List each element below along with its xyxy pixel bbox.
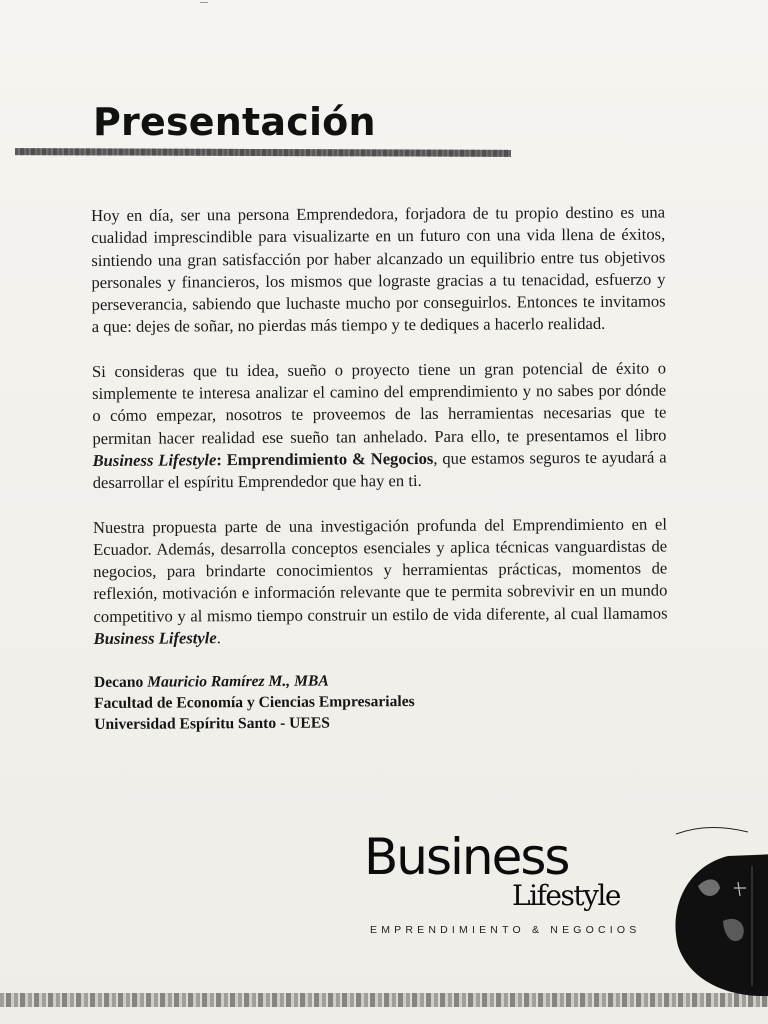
logo-word-lifestyle: Lifestyle bbox=[512, 879, 620, 912]
signature-role: Decano bbox=[93, 674, 144, 692]
signature-faculty: Facultad de Economía y Ciencias Empresariales bbox=[93, 693, 415, 713]
page-title: Presentación bbox=[93, 100, 376, 144]
paragraph-3-text-start: Nuestra propuesta parte de una investigación profunda del Emprendimiento en el Ecuador. Además, desarrolla conceptos esenciales y aplica técnicas vanguardistas de negocios, para brindarte conocimientos y herramientas prácticas, momentos de reflexión, motivación e información relevante que te permita sobrevivir en un mundo competitivo y al mismo tiempo construir un estilo de vida diferente, al cual llamamos bbox=[92, 514, 668, 626]
paragraph-3 bbox=[93, 513, 668, 650]
brand-name: Business Lifestyle bbox=[93, 628, 217, 649]
paragraph-2 bbox=[92, 357, 667, 494]
paragraph-3-text-end: . bbox=[216, 628, 221, 648]
logo-word-business: Business bbox=[364, 828, 569, 886]
book-title: Business Lifestyle bbox=[92, 450, 217, 470]
paragraph-1: Hoy en día, ser una persona Emprendedora, forjadora de tu propio destino es una cualidad imprescindible para visualizarte en un futuro con una vida llena de éxitos, sintiendo una gran satisfacción por haber alcanzado un equilibrio entre tus objetivos personales y financieros, los mismos que lograste gracias a tu tenacidad, esfuerzo y perseverancia, sabiendo que luchaste mucho por conseguirlos. Entonces te invitamos a que: dejes de soñar, no pierdas más tiempo y te dediques a hacerlo realidad. bbox=[91, 202, 666, 337]
body-text bbox=[91, 201, 668, 735]
globe-illustration bbox=[668, 826, 768, 996]
book-subtitle: : Emprendimiento & Negocios bbox=[216, 448, 434, 470]
paragraph-2-text-end: , que estamos seguros te ayudará a desarrollar el espíritu Emprendedor que hay en ti. bbox=[92, 447, 667, 493]
signature-university: Universidad Espíritu Santo - UEES bbox=[94, 714, 330, 734]
signature-name: Mauricio Ramírez M., MBA bbox=[147, 672, 329, 692]
business-lifestyle-logo bbox=[360, 828, 660, 942]
scan-speck bbox=[200, 2, 208, 3]
logo-tagline: EMPRENDIMIENTO & NEGOCIOS bbox=[370, 924, 641, 936]
title-underline-rule bbox=[15, 148, 511, 157]
paragraph-2-text-start: Si consideras que tu idea, sueño o proyecto tiene un gran potencial de éxito o simplemente te interesa analizar el camino del emprendimiento y no sabes por dónde o cómo empezar, nosotros te proveemos de las herramientas necesarias que te permitan hacer realidad ese sueño tan anhelado. Para ello, te presentamos el libro bbox=[91, 358, 667, 448]
signature-block bbox=[94, 669, 668, 736]
bottom-decorative-rule bbox=[0, 993, 768, 1007]
